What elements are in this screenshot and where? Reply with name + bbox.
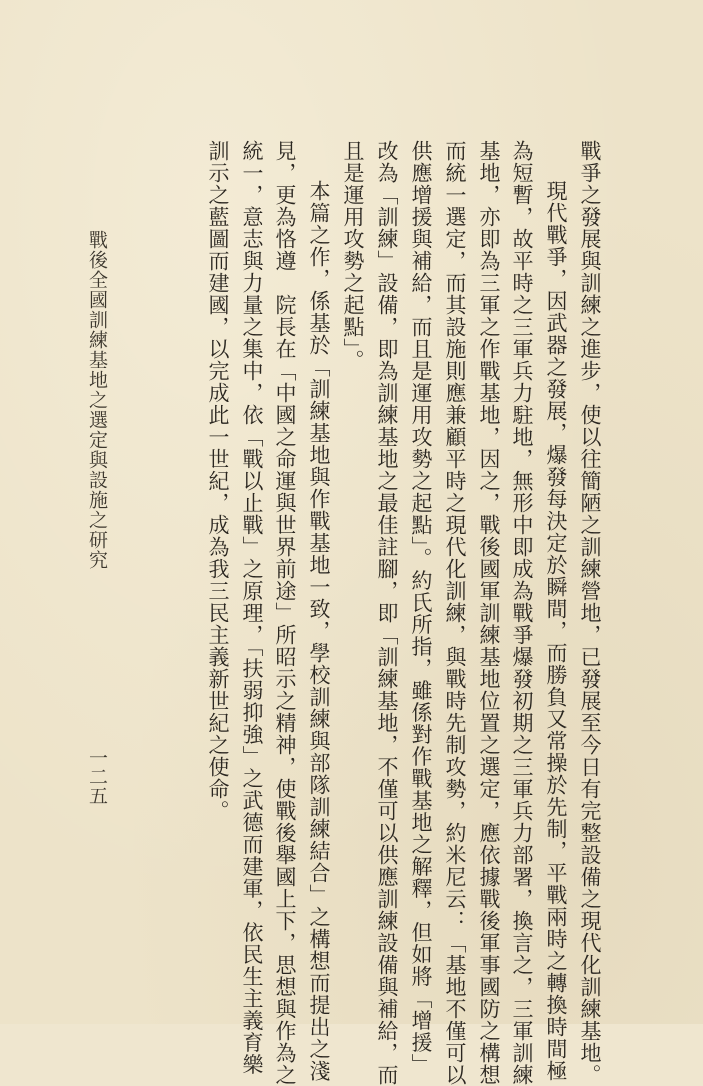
page-number: 一二五 — [86, 748, 108, 805]
text-column-12: 訓示之藍圖而建國，以完成此一世紀，成為我三民主義新世紀之使命。 — [206, 140, 230, 822]
text-column-2: 現代戰爭，因武器之發展，爆發每決定於瞬間，而勝負又常操於先制，平戰兩時之轉換時間極 — [544, 180, 568, 1082]
text-column-9: 本篇之作，係基於「訓練基地與作戰基地一致，學校訓練與部隊訓練結合」之構想而提出之淺 — [307, 180, 331, 1082]
text-column-8: 且是運用攻勢之起點」。 — [341, 140, 365, 372]
text-column-7: 改為「訓練」設備，即為訓練基地之最佳註腳，即「訓練基地，不僅可以供應訓練設備與補給，而 — [375, 140, 399, 1086]
text-column-6: 供應增援與補給，而且是運用攻勢之起點」。約氏所指，雖係對作戰基地之解釋，但如將「增援」 — [409, 140, 433, 1076]
text-column-10: 見，更為恪遵 院長在「中國之命運與世界前途」所昭示之精神，使戰後舉國上下，思想與作為之 — [273, 140, 297, 1086]
running-header: 戰後全國訓練基地之選定與設施之研究 — [86, 230, 108, 570]
text-column-5: 而統一選定，而其設施則應兼顧平時之現代化訓練，與戰時先制攻勢，約米尼云：「基地不僅可以 — [443, 140, 467, 1086]
text-column-4: 基地，亦即為三軍之作戰基地，因之，戰後國軍訓練基地位置之選定，應依據戰後軍事國防之構想 — [477, 140, 501, 1086]
text-column-11: 統一，意志與力量之集中，依「戰以止戰」之原理，「扶弱抑強」之武德而建軍，依民生主義育樂 — [240, 140, 264, 1076]
text-column-1: 戰爭之發展與訓練之進步，使以往簡陋之訓練營地，已發展至今日有完整設備之現代化訓練基地。 — [578, 140, 602, 1086]
text-column-3: 為短暫，故平時之三軍兵力駐地，無形中即成為戰爭爆發初期之三軍兵力部署，換言之，三軍訓練 — [510, 140, 534, 1086]
